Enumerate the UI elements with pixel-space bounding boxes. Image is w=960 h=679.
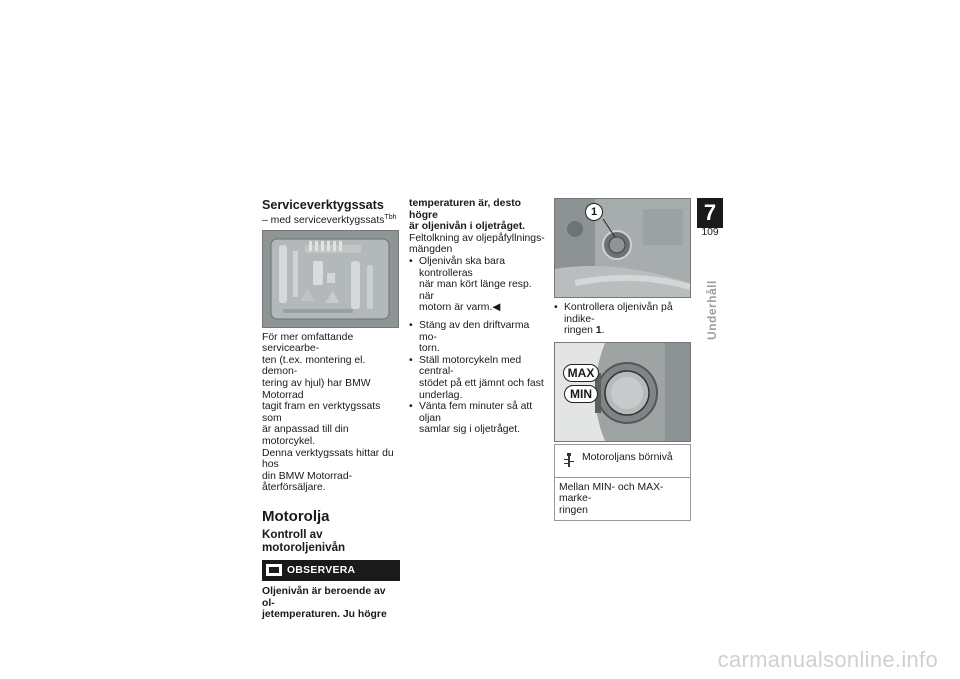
list-item-line: • Stäng av den driftvarma mo- — [419, 319, 530, 343]
spec-value-line: Mellan MIN- och MAX-marke- — [559, 481, 664, 505]
watermark: carmanualsonline.info — [717, 647, 938, 672]
toolkit-para-line: Denna verktygssats hittar du hos — [262, 447, 394, 471]
engine-illustration — [555, 199, 690, 297]
notice-icon — [266, 564, 282, 576]
toolkit-para-line: För mer omfattande servicearbe- — [262, 331, 354, 355]
list-item — [409, 355, 547, 401]
reference-number: 1 — [595, 325, 602, 337]
list-item-line: • Oljenivån ska bara kontrolleras — [419, 255, 506, 279]
list-item — [409, 320, 547, 355]
column-1 — [262, 198, 400, 621]
notice-label: OBSERVERA — [287, 564, 356, 576]
min-max-marking-photo — [554, 342, 691, 442]
oil-sight-glass-location-photo — [554, 198, 691, 298]
column-3 — [554, 198, 690, 521]
chapter-title: Underhåll — [705, 280, 719, 340]
toolkit-heading: Serviceverktygssats — [262, 198, 384, 212]
toolkit-option-line — [262, 212, 400, 227]
toolkit-option-code: Tbh — [384, 214, 397, 221]
notice-continuation-line: temperaturen är, desto högre — [409, 198, 522, 221]
list-item-line: samlar sig i oljetråget. — [419, 424, 521, 436]
spec-box — [554, 444, 691, 521]
toolkit-photo — [262, 230, 399, 328]
list-item-line: stödet på ett jämnt och fast — [419, 377, 544, 389]
toolkit-illustration — [263, 231, 398, 327]
chapter-number: 7 — [697, 198, 723, 228]
page-number: 109 — [701, 227, 719, 238]
spec-value-line: ringen — [559, 504, 588, 516]
list-item-line: ringen 1. — [564, 325, 605, 337]
min-label: MIN — [564, 385, 598, 403]
spec-box-header — [555, 445, 690, 478]
notice-text-line: jetemperaturen. Ju högre — [262, 609, 387, 621]
list-item — [554, 302, 690, 337]
toolkit-para-line: ten (t.ex. montering el. demon- — [262, 354, 366, 378]
toolkit-para-line: din BMW Motorrad-återförsäljare. — [262, 470, 353, 494]
list-item-line: • Vänta fem minuter så att oljan — [419, 401, 533, 424]
list-item — [409, 256, 547, 314]
max-label: MAX — [563, 364, 599, 382]
column-2 — [409, 198, 547, 436]
list-item-line: när man kört länge resp. när — [419, 279, 532, 302]
toolkit-option-text: – med serviceverktygssats — [262, 215, 385, 226]
oil-level-gauge-icon — [563, 453, 575, 469]
instruction-list — [409, 256, 547, 436]
oil-level-check-heading: Kontroll av motoroljenivån — [262, 527, 346, 554]
notice-continuation-line: är oljenivån i oljetråget. — [409, 221, 526, 233]
consequence-line: mängden — [409, 244, 453, 256]
notice-banner — [262, 560, 400, 581]
notice-text-line: Oljenivån är beroende av ol- — [262, 585, 386, 609]
list-item-line: underlag. — [419, 389, 463, 401]
list-item-line: • Ställ motorcykeln med central- — [419, 354, 522, 378]
engine-oil-section-title: Motorolja — [262, 507, 330, 525]
spec-title: Motoroljans börnivå — [582, 451, 673, 463]
list-item-line: • Kontrollera oljenivån på indike- — [564, 302, 673, 325]
toolkit-para-line: tagit fram en verktygssats som — [262, 401, 381, 424]
list-item — [409, 401, 547, 436]
callout-1: 1 — [585, 203, 603, 221]
spec-box-value — [555, 478, 690, 520]
toolkit-para-line: är anpassad till din motorcykel. — [262, 424, 349, 447]
check-list — [554, 302, 690, 337]
consequence-line: Feltolkning av oljepåfyllnings- — [409, 232, 545, 244]
toolkit-para-line: tering av hjul) har BMW Motorrad — [262, 377, 371, 401]
list-item-line: motorn är varm.◀ — [419, 302, 501, 314]
list-item-line: torn. — [419, 343, 440, 355]
